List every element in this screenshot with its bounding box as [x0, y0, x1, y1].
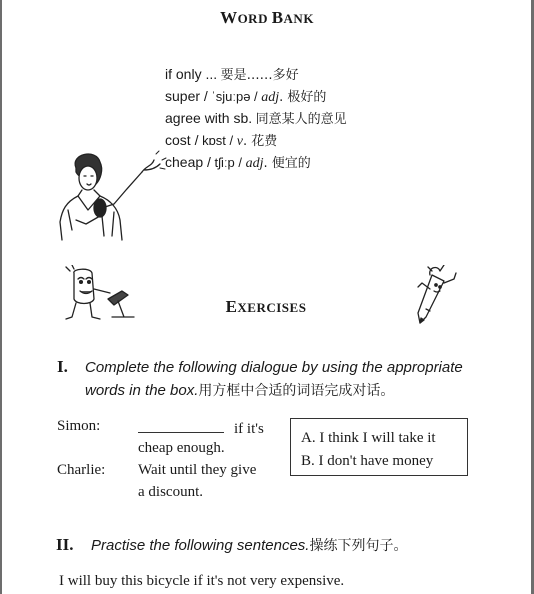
- exercise-2-number: II.: [56, 535, 74, 554]
- word-bank-entry: agree with sb. 同意某人的意见: [165, 110, 347, 127]
- word-bank-list: [165, 63, 347, 173]
- answer-option-b: B. I don't have money: [301, 453, 434, 469]
- answer-option-a: A. I think I will take it: [301, 430, 436, 446]
- dialogue-line: if it's: [138, 418, 264, 438]
- woman-with-microphone-illustration: [56, 150, 168, 245]
- exercises-heading: EXERCISES: [225, 297, 307, 316]
- speaker-simon: Simon:: [57, 418, 101, 434]
- speaker-charlie: Charlie:: [57, 462, 106, 478]
- word-bank-entry: if only ... 要是……多好: [165, 66, 299, 83]
- exercise-2-instruction: Practise the following sentences.操练下列句子。: [91, 537, 408, 554]
- dialogue-line: Wait until they give: [138, 462, 257, 478]
- word-bank-entry: cost / kɒst / v. 花费: [165, 132, 278, 149]
- answer-options-box: [290, 418, 468, 476]
- exercise-1-instruction: Complete the following dialogue by using the appropriate words in the box.用方框中合适的词语完成对话。: [85, 359, 463, 399]
- word-bank-heading: WORD BANK: [220, 8, 314, 27]
- answer-blank[interactable]: [138, 418, 224, 433]
- exercise-1-number: I.: [57, 357, 68, 376]
- dialogue-line: a discount.: [138, 484, 203, 500]
- word-bank-entry: cheap / tʃiːp / adj. 便宜的: [165, 154, 311, 171]
- pencil-character-illustration: [410, 265, 460, 327]
- word-bank-entry: super / ˈsjuːpə / adj. 极好的: [165, 88, 327, 105]
- practice-sentence: I will buy this bicycle if it's not very expensive.: [59, 573, 345, 589]
- dialogue-line: cheap enough.: [138, 440, 225, 456]
